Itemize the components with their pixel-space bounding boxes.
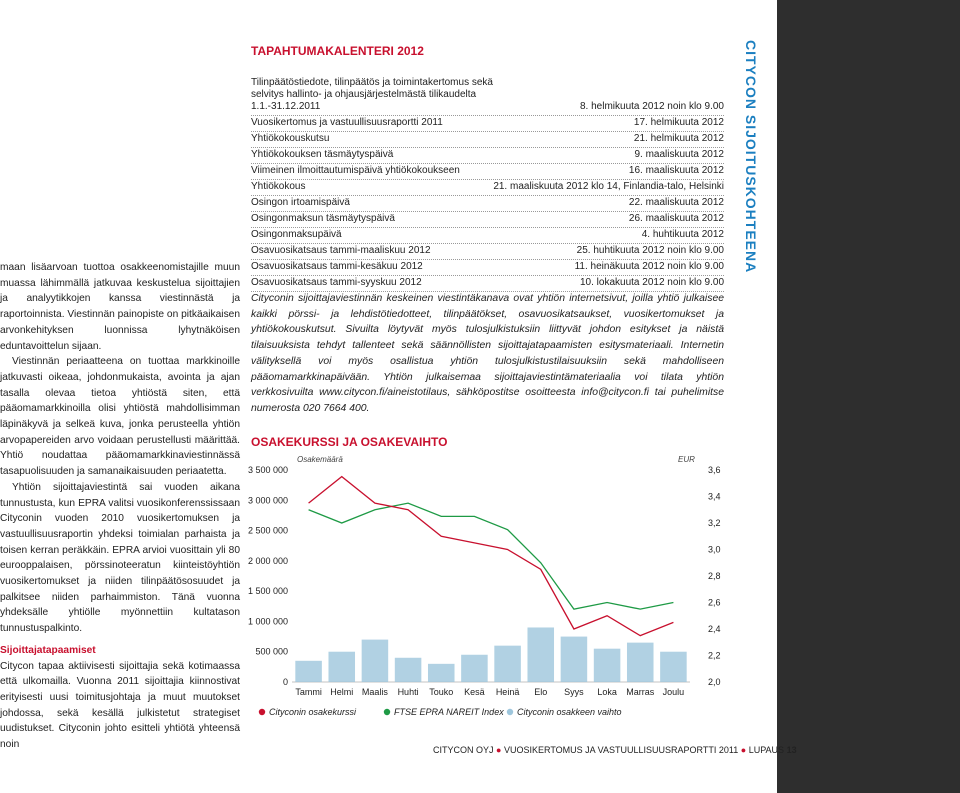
calendar-date: 4. huhtikuuta 2012 (641, 229, 724, 240)
x-tick-label: Marras (626, 687, 655, 697)
right-tick-label: 3,0 (708, 544, 721, 555)
calendar-date: 17. helmikuuta 2012 (633, 117, 724, 128)
calendar-row (251, 132, 724, 148)
share-price-line (309, 477, 674, 636)
chart-title: OSAKEKURSSI JA OSAKEVAIHTO (251, 435, 448, 449)
calendar-row (251, 116, 724, 132)
calendar-event: Vuosikertomus ja vastuullisuusraportti 2011 (251, 117, 443, 128)
legend-marker (507, 709, 513, 715)
calendar-row (251, 148, 724, 164)
volume-bar (494, 646, 521, 682)
calendar-row (251, 276, 724, 292)
volume-bar (428, 664, 455, 682)
x-tick-label: Heinä (495, 687, 520, 697)
calendar-date: 21. helmikuuta 2012 (633, 133, 724, 144)
calendar-date: 8. helmikuuta 2012 noin klo 9.00 (580, 101, 724, 112)
calendar-event: Osavuosikatsaus tammi-kesäkuu 2012 (251, 261, 423, 272)
volume-bar (295, 661, 322, 682)
left-tick-label: 1 000 000 (247, 616, 288, 627)
x-tick-label: Kesä (464, 687, 485, 697)
calendar-date: 21. maaliskuuta 2012 klo 14, Finlandia-talo, Helsinki (493, 181, 724, 192)
left-tick-label: 3 500 000 (247, 465, 288, 475)
legend-marker (384, 709, 390, 715)
right-tick-label: 2,6 (708, 597, 721, 608)
calendar-event: Yhtiökokouskutsu (251, 133, 330, 144)
volume-bar (527, 627, 554, 682)
volume-bar (362, 640, 389, 682)
side-title-text: CITYCON SIJOITUSKOHTEENA (743, 40, 759, 274)
legend-label: Cityconin osakekurssi (269, 707, 357, 717)
calendar-date: 9. maaliskuuta 2012 (634, 149, 724, 160)
calendar-event: Yhtiökokous (251, 181, 306, 192)
left-tick-label: 3 000 000 (247, 495, 288, 506)
calendar-event: Tilinpäätöstiedote, tilinpäätös ja toimintakertomus sekä selvitys hallinto- ja ohjausjärjestelmästä tilikaudelta 1.1.-31.12.2011 (251, 77, 493, 112)
page-number: 13 (786, 745, 797, 755)
calendar-row (251, 260, 724, 276)
calendar-row (251, 164, 724, 180)
calendar-row (251, 196, 724, 212)
calendar-event: Osingon irtoamispäivä (251, 197, 350, 208)
right-tick-label: 2,2 (708, 650, 721, 661)
volume-bar (328, 652, 355, 682)
index-line (309, 503, 674, 609)
calendar-row (251, 228, 724, 244)
calendar-event: Viimeinen ilmoittautumispäivä yhtiökokoukseen (251, 165, 460, 176)
info-paragraph: Cityconin sijoittajaviestinnän keskeinen viestintäkanava ovat yhtiön internetsivut, joilla yhtiö julkaisee kaikki pörssi- ja lehdistötiedotteet, tilinpäätökset, osavuosikatsaukset, vuosikertomukset ja yhtiökokouskutsut. Sivuilta löytyvät myös tulosjulkistuksiin liittyvät johdon esitykset ja näistä tilaisuuksista tehdyt tallenteet sekä säännöllisten sijoittajatapaamisten esitysmateriaali. Internetin välityksellä voi myös osallistua yhtiön tulosjulkistustilaisuuksiin sekä mahdolliseen pääomamarkkinapäivään. Yhtiön julkaisemaa sijoittajaviestintämateriaalia voi tilata yhtiön verkkosivuilta www.citycon.fi/aineistotilaus, sähköpostitse osoitteesta info@citycon.fi tai puhelimitse numerosta 020 7664 400. (251, 293, 724, 414)
page-footer: CITYCON OYJ ● VUOSIKERTOMUS JA VASTUULLISUUSRAPORTTI 2011 ● LUPAUS 13 (433, 745, 797, 755)
left-axis-title: Osakemäärä (297, 455, 343, 464)
left-paragraph-3: Yhtiön sijoittajaviestintä sai vuoden aikana tunnustusta, kun EPRA valitsi vuosikonferenssissaan Cityconin vuoden 2010 vuosikertomuksen ja vastuullisuusraportin yhdeksi toimialan parhaista ja toisen kerran peräkkäin. EPRA arvioi vuosittain yli 80 eurooppalaisen, pörssinoteeratun kiinteistöyhtiön vuosikertomukset ja niiden tilinpäätösosuudet ja palkitsee niiden parhaimmiston. Tänä vuonna yhdeksälle yhtiölle myönnettiin kultatason tunnustuspalkinto. (0, 481, 240, 635)
section-subheading: Sijoittajatapaamiset (0, 644, 96, 656)
left-paragraph-2: Viestinnän periaatteena on tuottaa markkinoille jatkuvasti oikeaa, johdonmukaista, avointa ja ajan tasalla olevaa tietoa yhtiöstä siten, että pääomamarkkinoilla olisi yhtiöstä mahdollisimman läpinäkyvä ja selkeä kuva, jonka perusteella yhtiön arvopapereiden arvo voidaan perustellusti määrittää. Yhtiö noudattaa pääomamarkkinaviestinnässä tasapuolisuuden ja samanaikaisuuden periaatetta. (0, 356, 240, 478)
share-price-chart (230, 450, 740, 730)
calendar-event: Yhtiökokouksen täsmäytyspäivä (251, 149, 394, 160)
calendar-row (251, 180, 724, 196)
calendar-event: Osavuosikatsaus tammi-maaliskuu 2012 (251, 245, 431, 256)
calendar-row (251, 76, 724, 116)
calendar-date: 10. lokakuuta 2012 noin klo 9.00 (580, 277, 724, 288)
calendar-event: Osavuosikatsaus tammi-syyskuu 2012 (251, 277, 422, 288)
left-tick-label: 2 500 000 (247, 525, 288, 536)
left-paragraph-4: Citycon tapaa aktiivisesti sijoittajia sekä kotimaassa että ulkomailla. Vuonna 2011 sijoittajia kiinnostivat erityisesti uusi toimitusjohtaja ja muut muutokset johdossa, sekä kesällä julkistetut strategiset uudistukset. Cityconin johto esitteli yhtiötä yhteensä noin (0, 660, 240, 751)
legend-marker (259, 709, 265, 715)
right-tick-label: 2,8 (708, 571, 721, 581)
volume-bar (627, 643, 654, 682)
calendar-event: Osingonmaksun täsmäytyspäivä (251, 213, 395, 224)
calendar-date: 11. heinäkuuta 2012 noin klo 9.00 (574, 261, 724, 272)
calendar-date: 25. huhtikuuta 2012 noin klo 9.00 (576, 245, 724, 256)
x-tick-label: Syys (564, 687, 584, 697)
x-tick-label: Huhti (397, 687, 419, 697)
right-tick-label: 2,4 (708, 624, 721, 634)
x-tick-label: Touko (429, 687, 454, 697)
calendar-title: TAPAHTUMAKALENTERI 2012 (251, 44, 424, 58)
right-axis-title: EUR (678, 455, 695, 464)
right-dark-panel (777, 0, 960, 793)
calendar-date: 26. maaliskuuta 2012 (628, 213, 724, 224)
right-tick-label: 3,6 (708, 465, 721, 475)
left-tick-label: 1 500 000 (247, 586, 288, 597)
volume-bar (561, 637, 588, 682)
volume-bar (461, 655, 488, 682)
side-title (740, 40, 762, 274)
left-tick-label: 500 000 (255, 646, 288, 657)
legend-label: FTSE EPRA NAREIT Index (394, 707, 504, 717)
calendar-row (251, 244, 724, 260)
event-calendar-table (251, 76, 724, 292)
calendar-date: 22. maaliskuuta 2012 (628, 197, 724, 208)
right-tick-label: 3,2 (708, 518, 721, 528)
x-tick-label: Tammi (295, 687, 322, 697)
x-tick-label: Joulu (662, 687, 685, 697)
volume-bar (395, 658, 422, 682)
calendar-row (251, 212, 724, 228)
x-tick-label: Loka (597, 687, 617, 697)
x-tick-label: Maalis (361, 687, 388, 697)
left-tick-label: 0 (282, 677, 288, 687)
right-tick-label: 3,4 (708, 491, 721, 502)
footer-company: CITYCON OYJ (433, 745, 494, 755)
volume-bar (660, 652, 687, 682)
legend-label: Cityconin osakkeen vaihto (517, 707, 622, 717)
footer-report: VUOSIKERTOMUS JA VASTUULLISUUSRAPORTTI 2011 (503, 745, 739, 755)
footer-section: LUPAUS (748, 745, 785, 755)
left-tick-label: 2 000 000 (247, 555, 288, 566)
volume-bar (594, 649, 621, 682)
x-tick-label: Helmi (330, 687, 354, 697)
left-text-column (0, 260, 240, 753)
calendar-date: 16. maaliskuuta 2012 (628, 165, 724, 176)
left-paragraph-1: maan lisäarvoan tuottoa osakkeenomistajille muun muassa lähimmällä jatkuvaa keskustelua sijoittajien ja analyytikkojen kanssa viestinnästä ja raportoinnista. Viestinnän painopiste on pitkäaikaisen arvonkehityksen luonnissa lyhytnäköisen eduntavoittelun sijaan. (0, 262, 240, 352)
right-tick-label: 2,0 (708, 677, 721, 687)
calendar-event: Osingonmaksupäivä (251, 229, 342, 240)
x-tick-label: Elo (534, 687, 548, 697)
